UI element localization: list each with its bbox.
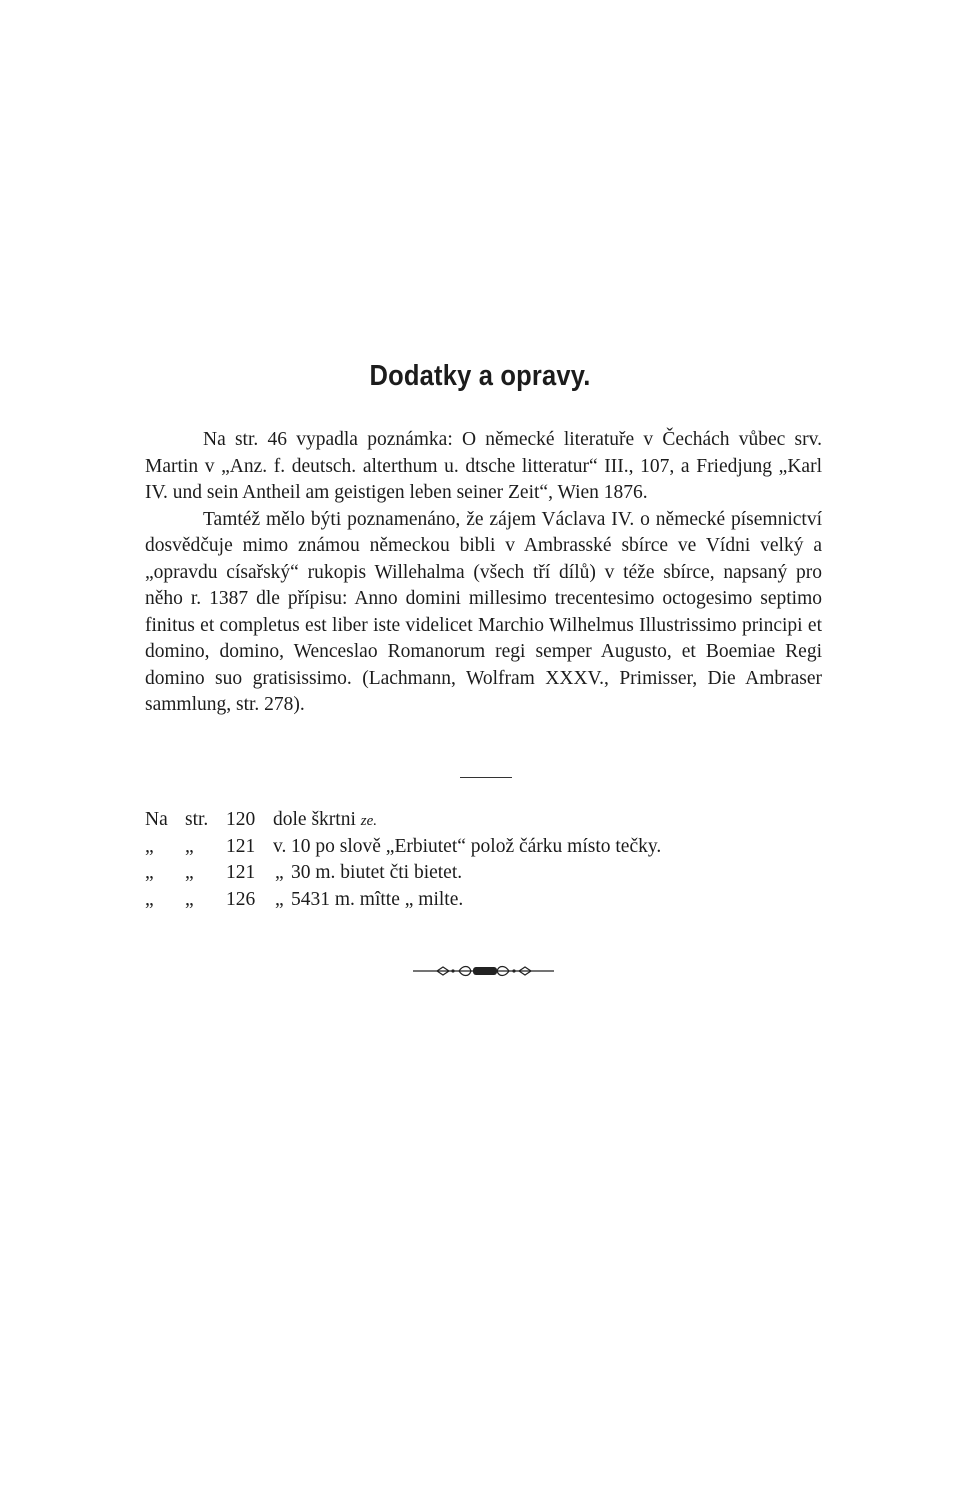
errata-row [145,807,822,834]
errata-text: 10 po slově „Erbiutet“ polož čárku místo tečky. [291,835,662,857]
ditto-mark: „ [145,888,154,910]
page-title: Dodatky a opravy. [369,360,591,392]
errata-list [145,807,822,913]
errata-line-type: v. [273,835,287,857]
errata-page: 121 [226,835,256,857]
tailpiece-ornament-icon [411,963,556,979]
ditto-mark: „ [145,862,154,883]
errata-prefix: Na [145,809,168,830]
ditto-mark: „ [185,888,194,910]
ditto-mark: „ [185,862,194,883]
errata-page: 120 [226,809,256,830]
errata-row [145,860,822,887]
section-divider [460,777,512,778]
paragraph-1: Na str. 46 vypadla poznámka: O německé literatuře v Čechách vůbec srv. Martin v „Anz. f. deutsch. alterthum u. dtsche litteratur“ III., 107, a Friedjung „Karl IV. und sein Antheil am geistigen leben seiner Zeit“, Wien 1876. [145,429,822,503]
errata-italic-word: ze. [360,813,377,829]
ditto-mark: „ [275,862,284,883]
errata-page: 126 [226,888,256,910]
ditto-mark: „ [185,835,194,857]
errata-text: 30 m. biutet čti bietet. [291,862,463,883]
ditto-mark: „ [275,888,284,910]
errata-page: 121 [226,862,256,883]
errata-text: dole škrtni ze. [273,809,377,830]
errata-str: str. [185,809,209,830]
paragraph-2: Tamtéž mělo býti poznamenáno, že zájem Václava IV. o německé písemnictví dosvědčuje mimo známou německou bibli v Ambrasské sbírce ve Vídni velký a „opravdu císařský“ rukopis Willehalma (všech tří dílů) v téže sbírce, napsaný pro něho r. 1387 dle přípisu: Anno domini millesimo trecentesimo octogesimo septimo finitus et completus est liber iste videlicet Marchio Wilhelmus Illustrissimo principi et domino, domino, Wenceslao Romanorum regi semper Augusto, et Boemiae Regi domino suo gratisissimo. (Lachmann, Wolfram XXXV., Primisser, Die Ambraser sammlung, str. 278). [145,508,822,715]
errata-row [145,834,822,861]
ditto-mark: „ [145,835,154,857]
errata-text: 5431 m. mîtte „ milte. [291,888,464,910]
errata-row [145,887,822,914]
addenda-text [145,427,822,719]
